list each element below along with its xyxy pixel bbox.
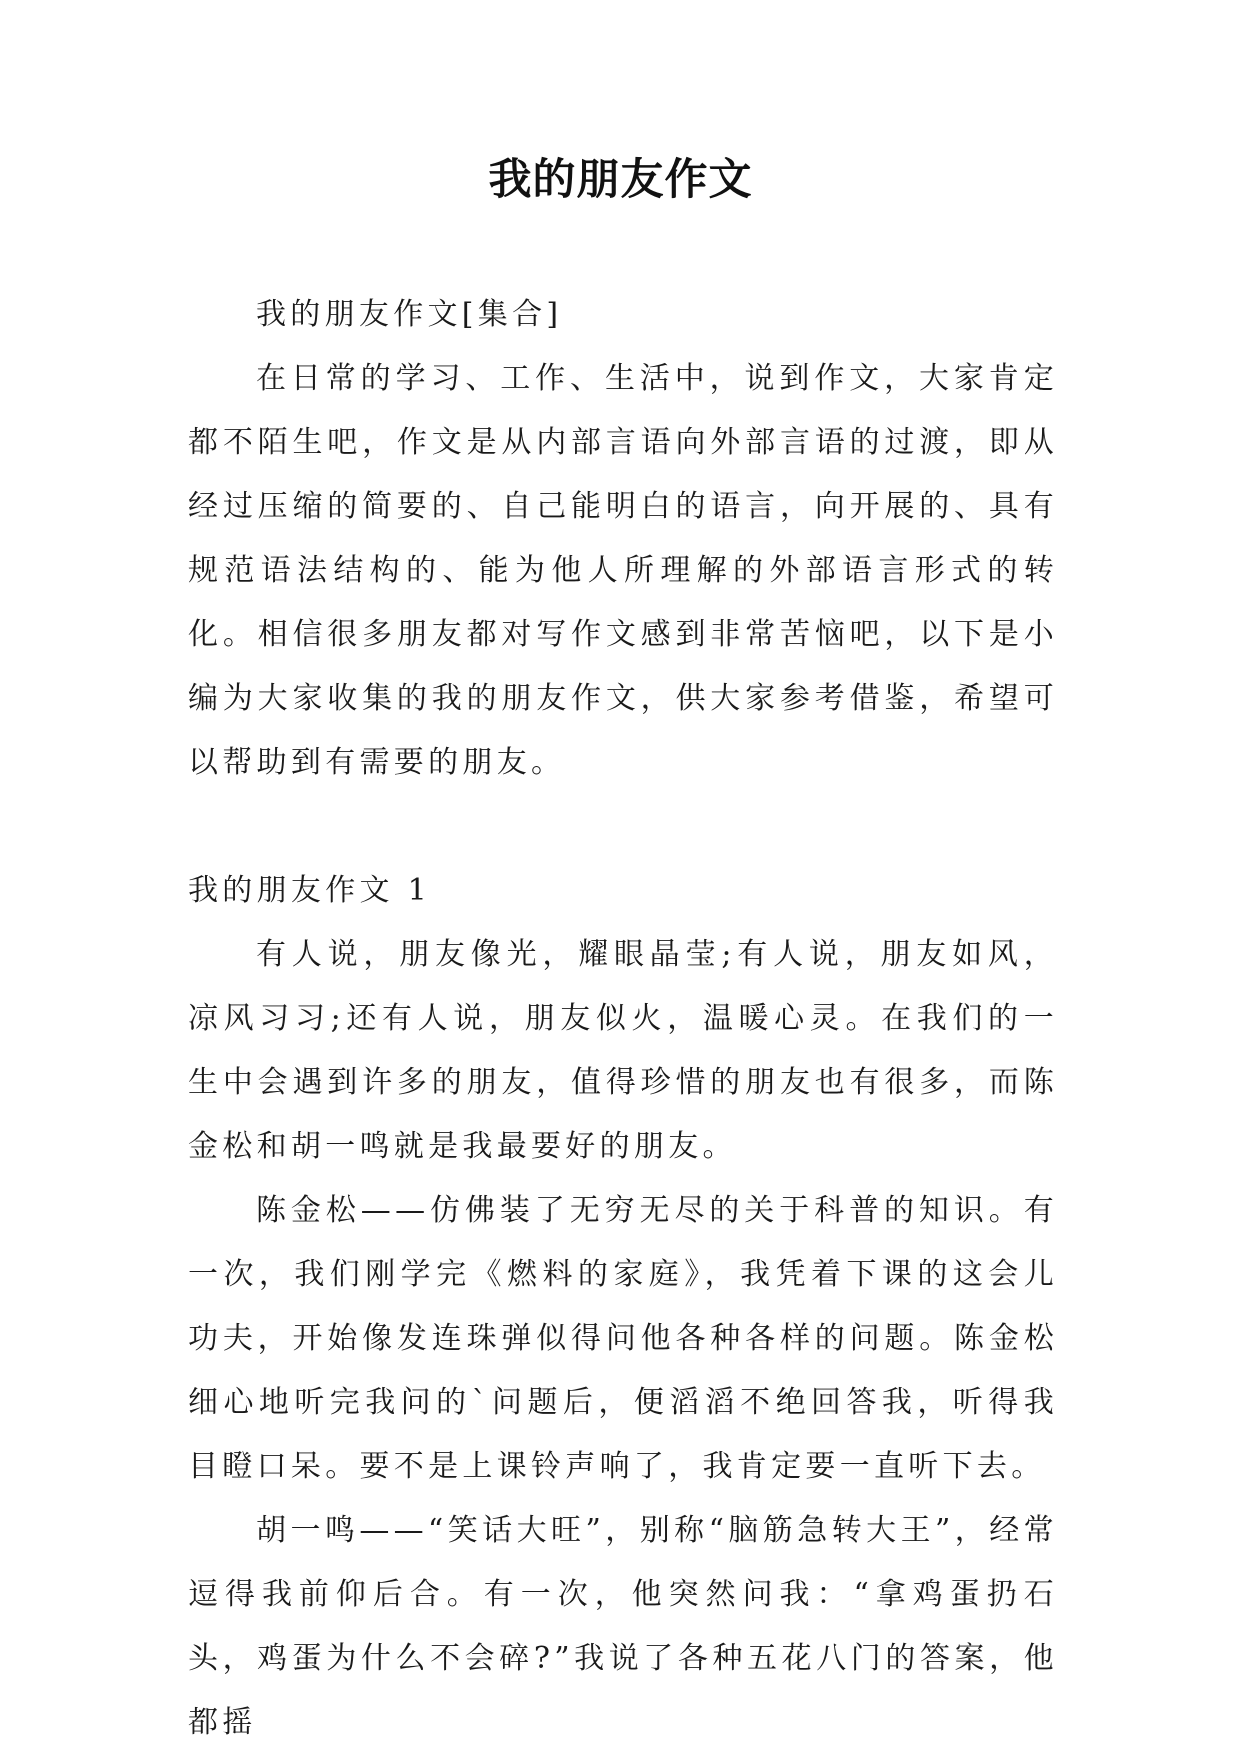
body-paragraph-1: 有人说，朋友像光，耀眼晶莹;有人说，朋友如风，凉风习习;还有人说，朋友似火，温暖心灵。在我们的一生中会遇到许多的朋友，值得珍惜的朋友也有很多，而陈金松和胡一鸣就是我最要好的朋友。: [188, 937, 1058, 1164]
intro-paragraph: 在日常的学习、工作、生活中，说到作文，大家肯定都不陌生吧，作文是从内部言语向外部言语的过渡，即从经过压缩的简要的、自己能明白的语言，向开展的、具有规范语法结构的、能为他人所理解的外部语言形式的转化。相信很多朋友都对写作文感到非常苦恼吧，以下是小编为大家收集的我的朋友作文，供大家参考借鉴，希望可以帮助到有需要的朋友。: [188, 361, 1058, 780]
body-paragraph-3: 胡一鸣——“笑话大旺”，别称“脑筋急转大王”，经常逗得我前仰后合。有一次，他突然问我：“拿鸡蛋扔石头，鸡蛋为什么不会碎?”我说了各种五花八门的答案，他都摇: [188, 1513, 1058, 1740]
document-subtitle: 我的朋友作文[集合]: [256, 297, 563, 332]
paragraph-spacer: [188, 795, 1058, 859]
document-body: [188, 283, 1058, 1755]
document-title: 我的朋友作文: [488, 155, 753, 205]
section-heading: 我的朋友作文 1: [188, 873, 432, 908]
body-paragraph-2: 陈金松——仿佛装了无穷无尽的关于科普的知识。有一次，我们刚学完《燃料的家庭》，我凭着下课的这会儿功夫，开始像发连珠弹似得问他各种各样的问题。陈金松细心地听完我问的`问题后，便滔滔不绝回答我，听得我目瞪口呆。要不是上课铃声响了，我肯定要一直听下去。: [188, 1193, 1058, 1484]
